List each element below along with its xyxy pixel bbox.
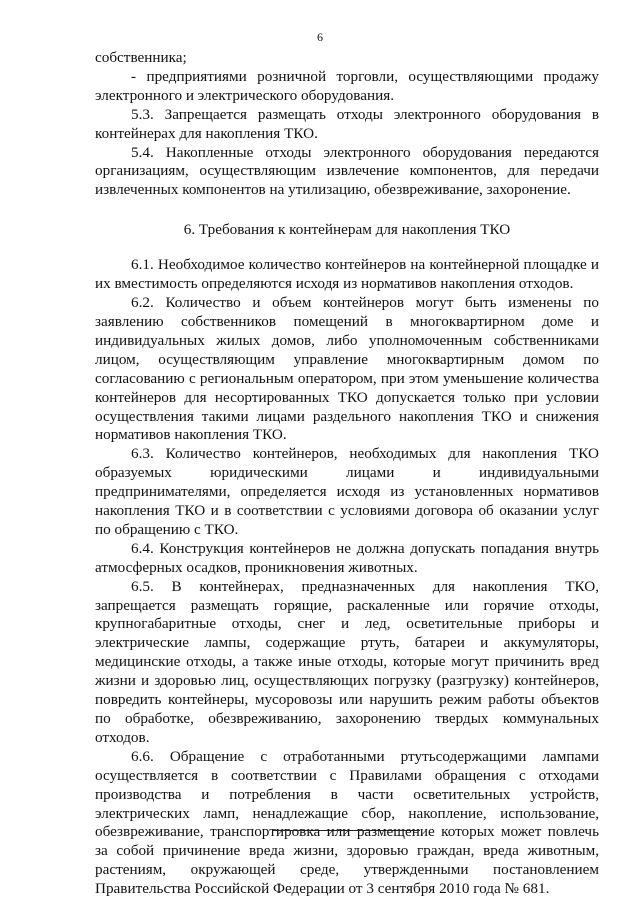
paragraph-5-3: 5.3. Запрещается размещать отходы электронного оборудования в контейнерах для накопления ТКО. bbox=[95, 105, 599, 142]
document-body bbox=[95, 49, 599, 899]
end-divider-line bbox=[272, 830, 420, 831]
paragraph-owner-fragment: собственника; bbox=[95, 49, 187, 66]
paragraph-6-2: 6.2. Количество и объем контейнеров могут быть изменены по заявлению собственников помещений в многоквартирном доме и индивидуальных жилых домов, либо уполномоченным собственниками лицом, осуществляющим управление многоквартирным домом по согласованию с региональным оператором, при этом уменьшение количества контейнеров для несортированных ТКО допускается только при условии осуществления такими лицами раздельного накопления ТКО и снижения нормативов накопления ТКО. bbox=[95, 294, 599, 444]
section-heading: 6. Требования к контейнерам для накопления ТКО bbox=[183, 221, 511, 239]
paragraph-retail-enterprises: - предприятиями розничной торговли, осуществляющими продажу электронного и электрического оборудования. bbox=[95, 67, 599, 104]
paragraph-6-5: 6.5. В контейнерах, предназначенных для накопления ТКО, запрещается размещать горящие, раскаленные или горячие отходы, крупногабаритные отходы, снег и лед, осветительные приборы и электрические лампы, содержащие ртуть, батареи и аккумуляторы, медицинские отходы, а также иные отходы, которые могут причинить вред жизни и здоровью лиц, осуществляющих погрузку (разгрузку) контейнеров, повредить контейнеры, мусоровозы или нарушить режим работы объектов по обработке, обезвреживанию, захоронению твердых коммунальных отходов. bbox=[95, 577, 599, 746]
paragraph-6-6: 6.6. Обращение с отработанными ртутьсодержащими лампами осуществляется в соответствии с Правилами обращения с отходами производства и потребления в части осветительных устройств, электрических ламп, ненадлежащие сбор, накопление, использование, обезвреживание, транспортировка или размещение которых может повлечь за собой причинение вреда жизни, здоровью граждан, вреда животным, растениям, окружающей среде, утвержденными постановлением Правительства Российской Федерации от 3 сентября 2010 года № 681. bbox=[95, 747, 599, 898]
page-number: 6 bbox=[317, 30, 323, 44]
paragraph-6-4: 6.4. Конструкция контейнеров не должна допускать попадания внутрь атмосферных осадков, проникновения животных. bbox=[95, 539, 599, 576]
paragraph-6-3: 6.3. Количество контейнеров, необходимых для накопления ТКО образуемых юридическими лицами и индивидуальными предпринимателями, определяется исходя из установленных нормативов накопления ТКО и в соответствии с условиями договора об оказании услуг по обращению с ТКО. bbox=[95, 445, 599, 538]
paragraph-6-1: 6.1. Необходимое количество контейнеров на контейнерной площадке и их вместимость определяются исходя из нормативов накопления отходов. bbox=[95, 256, 599, 293]
paragraph-5-4: 5.4. Накопленные отходы электронного оборудования передаются организациям, осуществляющим извлечение компонентов, для передачи извлеченных компонентов на утилизацию, обезвреживание, захоронение. bbox=[95, 143, 599, 199]
